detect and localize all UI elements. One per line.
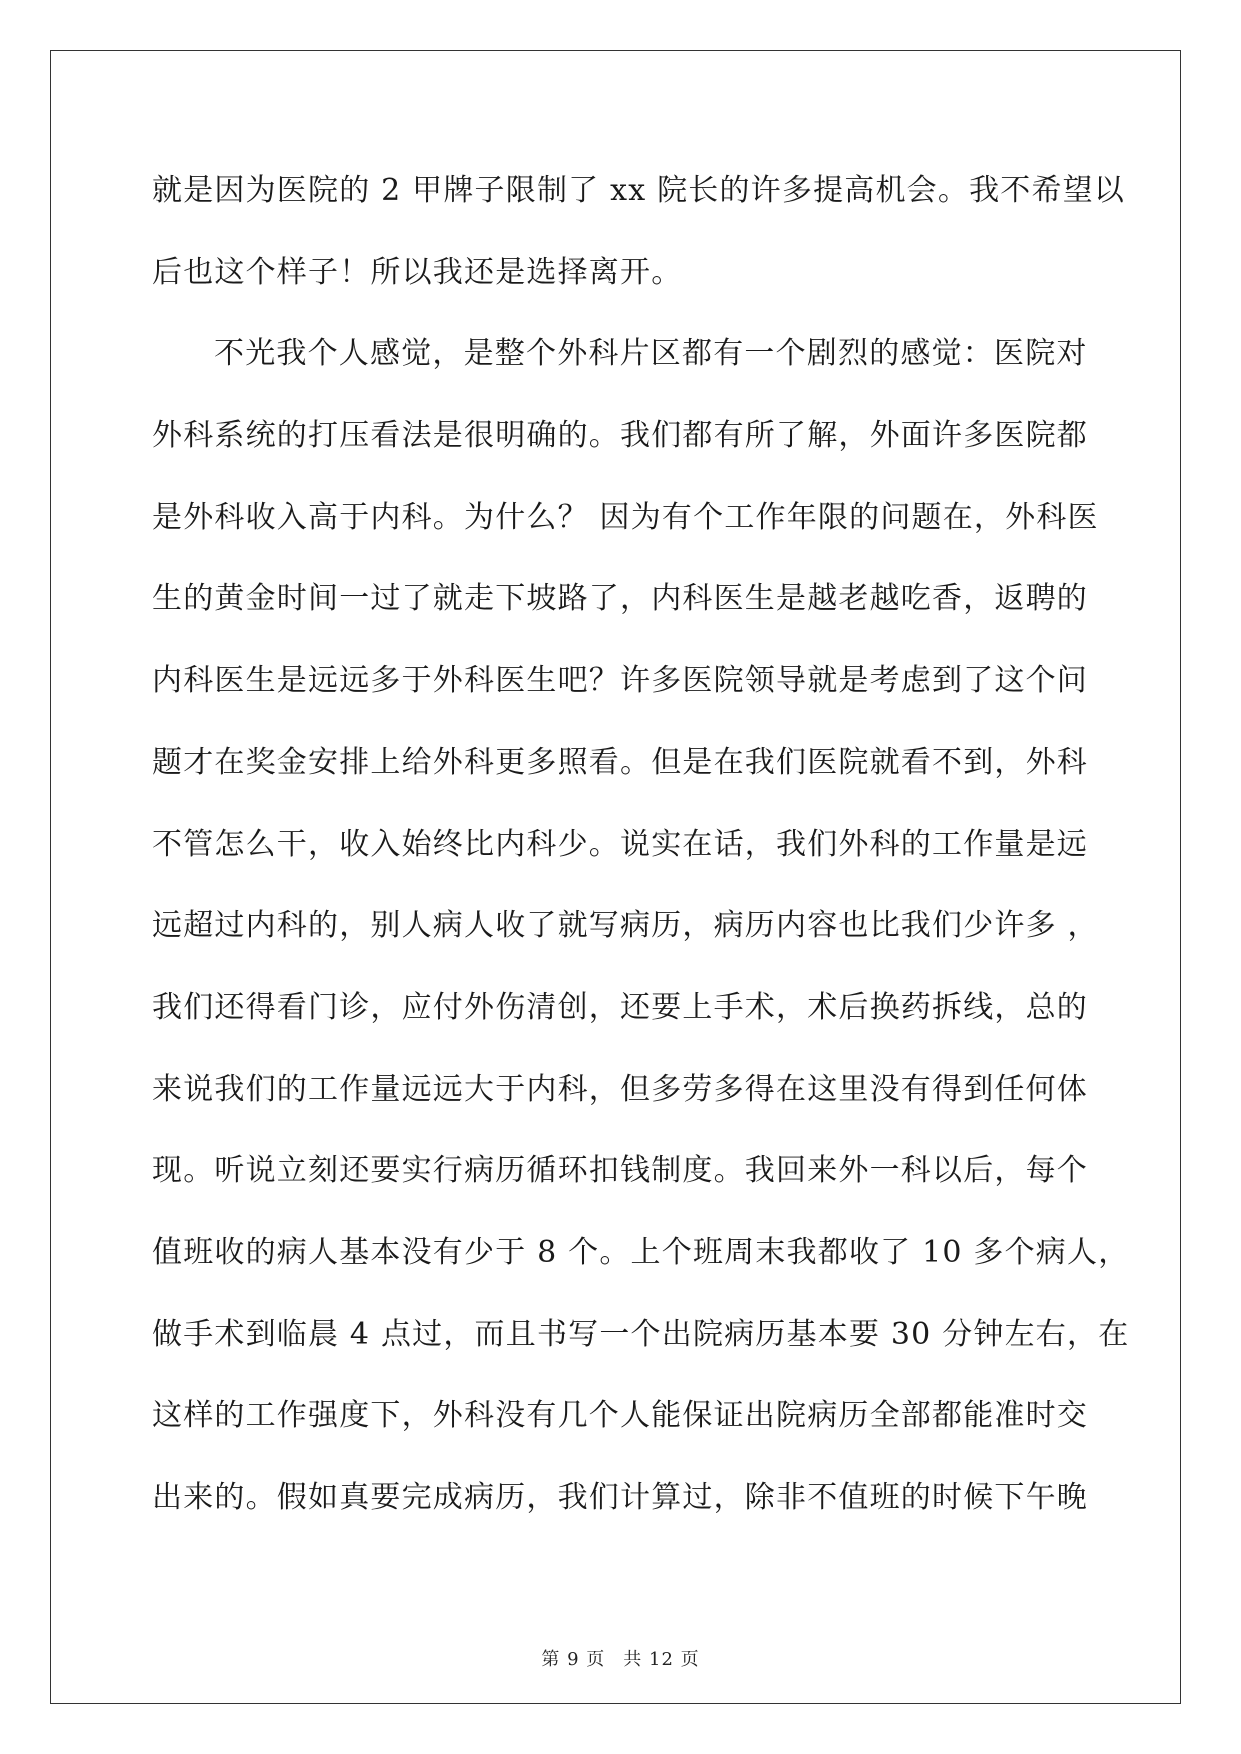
text-line: 出来的。假如真要完成病历，我们计算过，除非不值班的时候下午晚 xyxy=(152,1480,1088,1515)
text-line: 值班收的病人基本没有少于 8 个。上个班周末我都收了 10 多个病人， xyxy=(152,1234,1130,1270)
text-line: 是外科收入高于内科。为什么？ 因为有个工作年限的问题在，外科医 xyxy=(152,499,1099,535)
paragraph-first-line: 不光我个人感觉，是整个外科片区都有一个剧烈的感觉：医院对 xyxy=(214,336,1088,372)
text-line: 外科系统的打压看法是很明确的。我们都有所了解，外面许多医院都 xyxy=(152,418,1088,454)
text-line: 题才在奖金安排上给外科更多照看。但是在我们医院就看不到，外科 xyxy=(152,744,1088,780)
text-line: 后也这个样子！所以我还是选择离开。 xyxy=(152,254,683,290)
text-line: 做手术到临晨 4 点过，而且书写一个出院病历基本要 30 分钟左右，在 xyxy=(152,1316,1130,1352)
text-line: 来说我们的工作量远远大于内科，但多劳多得在这里没有得到任何体 xyxy=(152,1071,1088,1107)
text-line: 内科医生是远远多于外科医生吧？许多医院领导就是考虑到了这个问 xyxy=(152,663,1088,699)
text-line: 不管怎么干，收入始终比内科少。说实在话，我们外科的工作量是远 xyxy=(152,826,1088,862)
text-line: 我们还得看门诊，应付外伤清创，还要上手术，术后换药拆线，总的 xyxy=(152,989,1088,1025)
text-line: 就是因为医院的 2 甲牌子限制了 xx 院长的许多提高机会。我不希望以 xyxy=(152,173,1126,208)
text-line: 现。听说立刻还要实行病历循环扣钱制度。我回来外一科以后，每个 xyxy=(152,1153,1088,1189)
document-body xyxy=(152,150,1130,1539)
page-footer xyxy=(0,1645,1241,1671)
text-line: 这样的工作强度下，外科没有几个人能保证出院病历全部都能准时交 xyxy=(152,1398,1088,1434)
text-line: 远超过内科的，别人病人收了就写病历，病历内容也比我们少许多 ， xyxy=(152,908,1099,944)
text-line: 生的黄金时间一过了就走下坡路了，内科医生是越老越吃香，返聘的 xyxy=(152,581,1088,617)
page-total: 共 12 页 xyxy=(623,1649,700,1670)
page-number: 第 9 页 xyxy=(541,1649,606,1670)
